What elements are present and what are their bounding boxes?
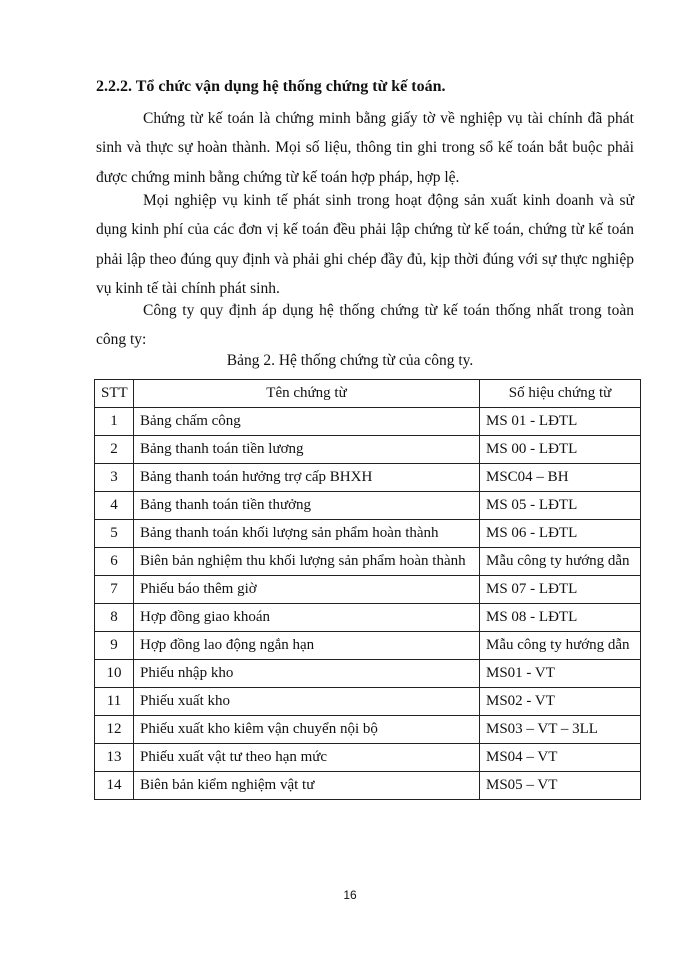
row-stt: 12 (95, 716, 134, 744)
row-document-code: MS04 – VT (480, 744, 641, 772)
row-stt: 2 (95, 436, 134, 464)
row-document-code: MSC04 – BH (480, 464, 641, 492)
row-document-name: Bảng thanh toán tiền thưởng (134, 492, 480, 520)
row-stt: 7 (95, 576, 134, 604)
documents-table (94, 379, 641, 800)
table-row (95, 688, 641, 716)
row-document-name: Phiếu xuất kho (134, 688, 480, 716)
paragraph-2: Mọi nghiệp vụ kinh tế phát sinh trong hoạt động sản xuất kinh doanh và sử dụng kinh phí của các đơn vị kế toán đều phải lập chứng từ kế toán, chứng từ kế toán phải lập theo đúng quy định và phải ghi chép đầy đủ, kịp thời đúng với sự thực nghiệp vụ kinh tế tài chính phát sinh. (96, 192, 634, 297)
paragraph-1: Chứng từ kế toán là chứng minh bằng giấy tờ về nghiệp vụ tài chính đã phát sinh và thực sự hoàn thành. Mọi số liệu, thông tin ghi trong sổ kế toán bắt buộc phải được chứng minh bằng chứng từ kế toán hợp pháp, hợp lệ. (96, 110, 634, 186)
table-row (95, 744, 641, 772)
row-stt: 4 (95, 492, 134, 520)
table-row (95, 548, 641, 576)
page-number: 16 (343, 888, 357, 902)
row-document-code: MS 00 - LĐTL (480, 436, 641, 464)
row-document-code: MS 08 - LĐTL (480, 604, 641, 632)
paragraph-3: Công ty quy định áp dụng hệ thống chứng từ kế toán thống nhất trong toàn công ty: (96, 302, 634, 349)
row-document-name: Bảng thanh toán khối lượng sản phẩm hoàn thành (134, 520, 480, 548)
row-document-code: MS 07 - LĐTL (480, 576, 641, 604)
row-stt: 6 (95, 548, 134, 576)
row-document-code: MS03 – VT – 3LL (480, 716, 641, 744)
header-code: Số hiệu chứng từ (480, 380, 641, 408)
row-stt: 11 (95, 688, 134, 716)
row-stt: 10 (95, 660, 134, 688)
row-stt: 9 (95, 632, 134, 660)
table-row (95, 716, 641, 744)
table-row (95, 408, 641, 436)
table-row (95, 520, 641, 548)
row-document-name: Phiếu xuất kho kiêm vận chuyển nội bộ (134, 716, 480, 744)
row-document-name: Phiếu nhập kho (134, 660, 480, 688)
row-document-name: Biên bản nghiệm thu khối lượng sản phẩm hoàn thành (134, 548, 480, 576)
row-document-name: Phiếu báo thêm giờ (134, 576, 480, 604)
row-document-code: MS01 - VT (480, 660, 641, 688)
row-stt: 5 (95, 520, 134, 548)
row-document-code: Mẫu công ty hướng dẫn (480, 632, 641, 660)
row-document-name: Bảng thanh toán tiền lương (134, 436, 480, 464)
table-row (95, 464, 641, 492)
row-document-name: Biên bản kiểm nghiệm vật tư (134, 772, 480, 800)
row-document-name: Phiếu xuất vật tư theo hạn mức (134, 744, 480, 772)
row-stt: 8 (95, 604, 134, 632)
table-body (95, 408, 641, 800)
row-document-code: MS 06 - LĐTL (480, 520, 641, 548)
header-name: Tên chứng từ (134, 380, 480, 408)
table-row (95, 436, 641, 464)
header-stt: STT (95, 380, 134, 408)
table-row (95, 660, 641, 688)
row-document-code: MS 01 - LĐTL (480, 408, 641, 436)
row-document-name: Bảng chấm công (134, 408, 480, 436)
section-heading: 2.2.2. Tổ chức vận dụng hệ thống chứng từ kế toán. (96, 78, 446, 95)
table-row (95, 576, 641, 604)
row-document-code: Mẫu công ty hướng dẫn (480, 548, 641, 576)
row-document-code: MS 05 - LĐTL (480, 492, 641, 520)
row-stt: 1 (95, 408, 134, 436)
table-header-row (95, 380, 641, 408)
row-document-name: Hợp đồng giao khoán (134, 604, 480, 632)
row-stt: 14 (95, 772, 134, 800)
table-caption: Bảng 2. Hệ thống chứng từ của công ty. (226, 352, 474, 369)
row-document-name: Hợp đồng lao động ngắn hạn (134, 632, 480, 660)
table-row (95, 604, 641, 632)
row-stt: 3 (95, 464, 134, 492)
table-row (95, 632, 641, 660)
table-row (95, 492, 641, 520)
table-row (95, 772, 641, 800)
row-stt: 13 (95, 744, 134, 772)
row-document-code: MS05 – VT (480, 772, 641, 800)
row-document-name: Bảng thanh toán hưởng trợ cấp BHXH (134, 464, 480, 492)
row-document-code: MS02 - VT (480, 688, 641, 716)
